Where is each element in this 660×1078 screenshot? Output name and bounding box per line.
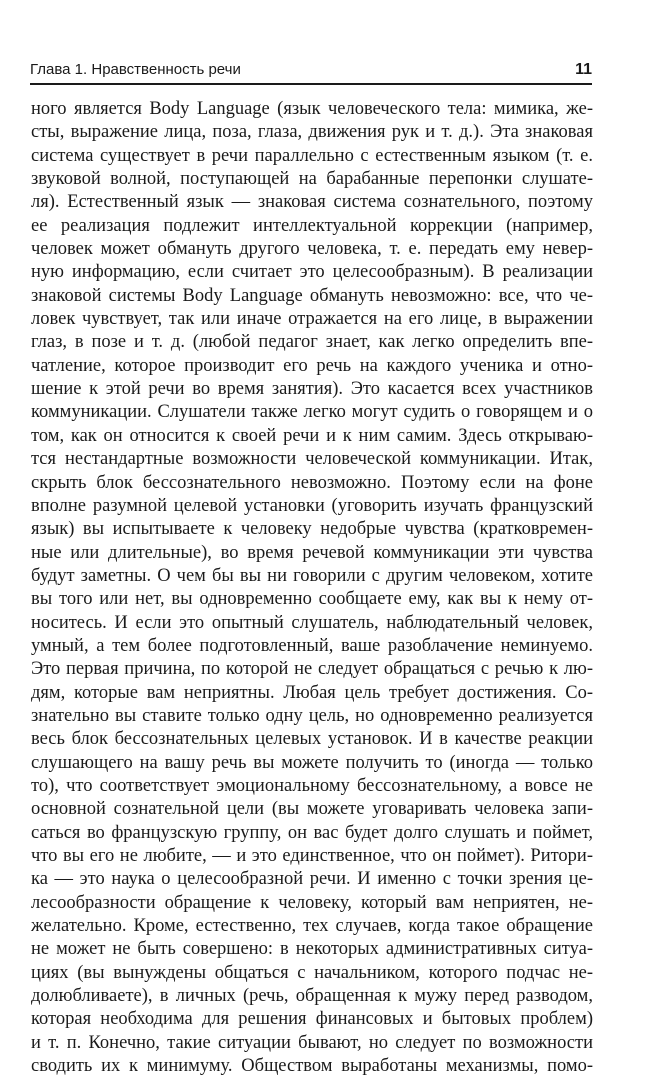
- text-line: ее реализация подлежит интеллектуальной коррекции (например,: [31, 215, 593, 236]
- text-line: слушающего на вашу речь вы можете получить то (иногда — только: [31, 752, 593, 773]
- text-line: сводить их к минимуму. Обществом выработаны механизмы, помо-: [31, 1056, 593, 1077]
- text-line: ные или длительные), во время речевой коммуникации эти чувства: [31, 542, 593, 563]
- text-line: циях (вы вынуждены общаться с начальником, которого подчас не-: [31, 962, 593, 983]
- text-line: не может не быть совершено: в некоторых административных ситуа-: [31, 939, 593, 960]
- running-head: [30, 60, 592, 85]
- text-line: лесообразности обращение к человеку, который вам неприятен, не-: [31, 892, 593, 913]
- text-line: долюбливаете), в личных (речь, обращенная к мужу перед разводом,: [31, 986, 593, 1007]
- text-line: скрыть блок бессознательного невозможно. Поэтому если на фоне: [31, 472, 593, 493]
- text-line: знаковой системы Body Language обмануть невозможно: все, что че-: [31, 285, 593, 306]
- text-line: коммуникации. Слушатели также легко могут судить о говорящем и о: [31, 402, 593, 423]
- text-line: ка — это наука о целесообразной речи. И именно с точки зрения це-: [31, 869, 593, 890]
- text-line: ную информацию, если считает это целесообразным). В реализации: [31, 262, 593, 283]
- text-line: вы того или нет, вы одновременно сообщаете ему, как вы к нему от-: [31, 589, 593, 610]
- text-line: что вы его не любите, — и это единственное, что он поймет). Ритори-: [31, 846, 593, 866]
- text-line: тся нестандартные возможности человеческой коммуникации. Итак,: [31, 449, 593, 470]
- text-line: сты, выражение лица, поза, глаза, движения рук и т. д.). Эта знаковая: [31, 122, 593, 143]
- text-line: том, как он относится к своей речи и к ним самим. Здесь открываю-: [31, 425, 593, 446]
- text-line: то), что соответствует эмоциональному бессознательному, а вовсе не: [31, 775, 593, 796]
- text-line: саться во французскую группу, он вас будет долго слушать и поймет,: [31, 822, 593, 843]
- text-line: глаз, в позе и т. д. (любой педагог знает, как легко определить впе-: [31, 332, 593, 353]
- text-line: весь блок бессознательных целевых установок. И в качестве реакции: [31, 729, 593, 750]
- text-line: вполне разумной целевой установки (уговорить изучать французский: [31, 495, 593, 516]
- text-line: которая необходима для решения финансовых и бытовых проблем): [31, 1009, 593, 1030]
- text-line: желательно. Кроме, естественно, тех случаев, когда такое обращение: [31, 916, 593, 937]
- text-line: и т. п. Конечно, такие ситуации бывают, но следует по возможности: [31, 1032, 593, 1053]
- text-line: дям, которые вам неприятны. Любая цель требует достижения. Со-: [31, 682, 593, 703]
- body-text: [31, 98, 593, 1078]
- chapter-title: Глава 1. Нравственность речи: [30, 61, 241, 78]
- text-line: умный, а тем более подготовленный, ваше разоблачение неминуемо.: [31, 635, 593, 656]
- text-line: чатление, которое производит его речь на каждого ученика и отно-: [31, 355, 593, 376]
- text-line: система существует в речи параллельно с естественным языком (т. е.: [31, 145, 593, 166]
- text-line: носитесь. И если это опытный слушатель, наблюдательный человек,: [31, 612, 593, 633]
- text-line: язык) вы испытываете к человеку недобрые чувства (кратковремен-: [31, 519, 593, 540]
- text-line: ловек чувствует, так или иначе отражается на его лице, в выражении: [31, 309, 593, 330]
- text-line: шение к этой речи во время занятия). Это касается всех участников: [31, 379, 593, 400]
- text-line: основной сознательной цели (вы можете уговаривать человека запи-: [31, 799, 593, 820]
- text-line: человек может обмануть другого человека, т. е. передать ему невер-: [31, 239, 593, 260]
- text-line: будут заметны. О чем бы вы ни говорили с другим человеком, хотите: [31, 565, 593, 586]
- text-line: Это первая причина, по которой не следует обращаться с речью к лю-: [31, 659, 593, 680]
- page-number: 11: [575, 61, 592, 78]
- text-line: ного является Body Language (язык человеческого тела: мимика, же-: [31, 99, 593, 119]
- text-line: звуковой волной, поступающей на барабанные перепонки слушате-: [31, 169, 593, 190]
- text-line: знательно вы ставите только одну цель, но одновременно реализуется: [31, 705, 593, 726]
- text-line: ля). Естественный язык — знаковая система сознательного, поэтому: [31, 192, 593, 213]
